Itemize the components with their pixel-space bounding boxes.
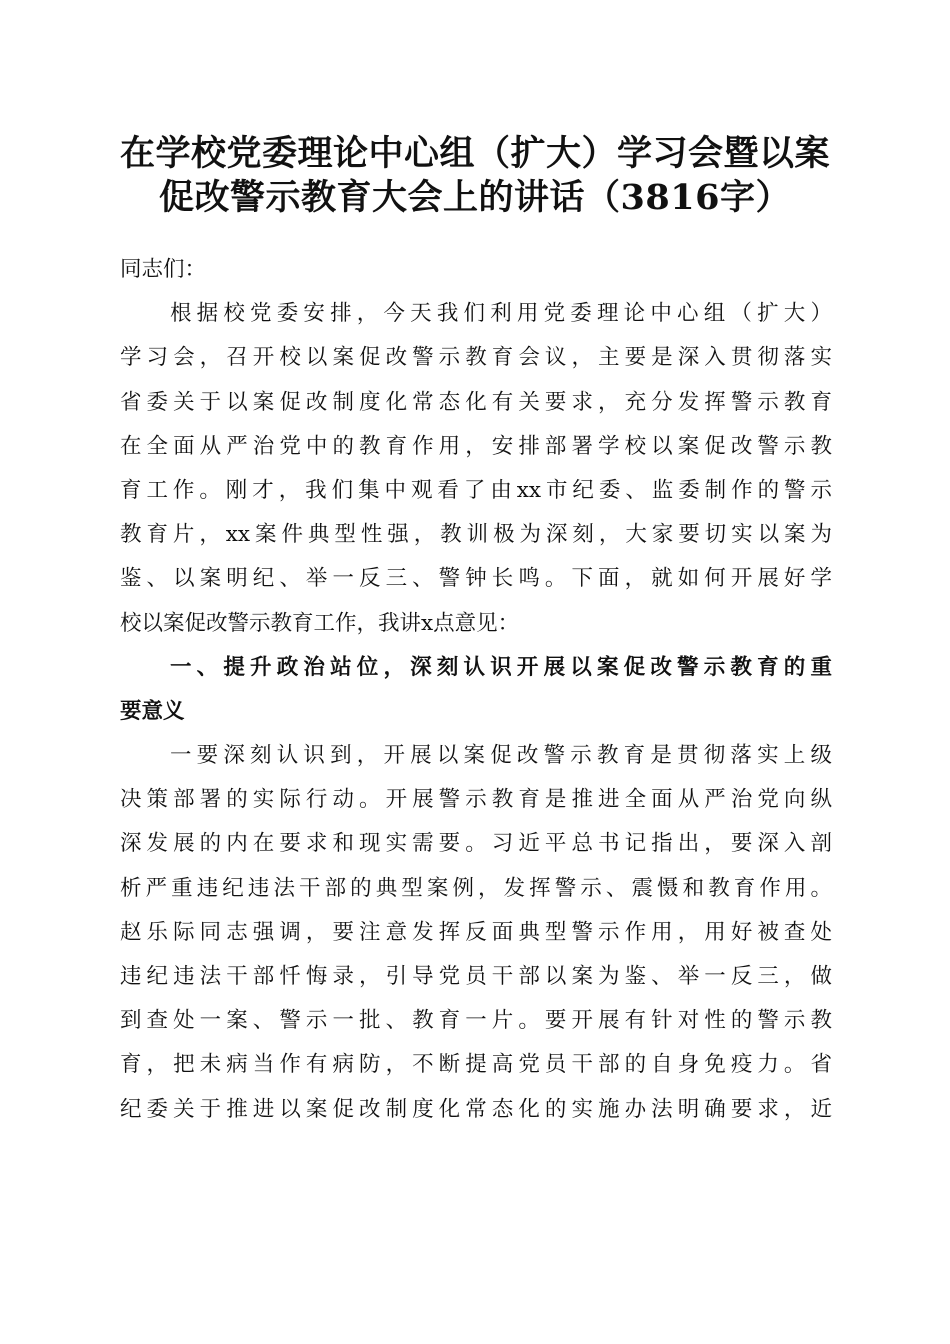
title-line-1: 在学校党委理论中心组（扩大）学习会暨以案 xyxy=(119,133,830,174)
paragraph-1 xyxy=(120,292,832,646)
document-title xyxy=(100,132,850,220)
paragraph-2-line: 决策部署的实际行动。开展警示教育是推进全面从严治党向纵 xyxy=(120,787,832,813)
paragraph-2-line: 育，把未病当作有病防，不断提高党员干部的自身免疫力。省 xyxy=(120,1052,832,1078)
paragraph-1-line: 省委关于以案促改制度化常态化有关要求，充分发挥警示教育 xyxy=(120,389,832,415)
paragraph-1-line: 校以案促改警示教育工作，我讲x点意见： xyxy=(120,610,520,636)
title-line-2: 促改警示教育大会上的讲话（3816字） xyxy=(159,177,791,218)
paragraph-2-line: 赵乐际同志强调，要注意发挥反面典型警示作用，用好被查处 xyxy=(120,919,832,945)
paragraph-1-line: 学习会，召开校以案促改警示教育会议，主要是深入贯彻落实 xyxy=(120,345,832,371)
paragraph-2-line: 纪委关于推进以案促改制度化常态化的实施办法明确要求，近 xyxy=(120,1096,832,1122)
document-body xyxy=(120,248,832,1132)
section-heading-1 xyxy=(120,646,832,734)
heading-line: 一、提升政治站位，深刻认识开展以案促改警示教育的重 xyxy=(170,654,832,680)
salutation: 同志们： xyxy=(120,257,207,282)
paragraph-2-line: 违纪违法干部忏悔录，引导党员干部以案为鉴、举一反三，做 xyxy=(120,964,832,989)
paragraph-2 xyxy=(120,734,832,1132)
paragraph-1-line: 鉴、以案明纪、举一反三、警钟长鸣。下面，就如何开展好学 xyxy=(120,566,832,592)
paragraph-2-line: 析严重违纪违法干部的典型案例，发挥警示、震慑和教育作用。 xyxy=(120,875,832,901)
paragraph-2-line: 到查处一案、警示一批、教育一片。要开展有针对性的警示教 xyxy=(120,1008,832,1034)
heading-line: 要意义 xyxy=(120,698,185,724)
paragraph-1-line: 育工作。刚才，我们集中观看了由xx市纪委、监委制作的警示 xyxy=(120,477,832,503)
paragraph-1-line: 教育片，xx案件典型性强，教训极为深刻，大家要切实以案为 xyxy=(120,522,832,548)
paragraph-1-line: 在全面从严治党中的教育作用，安排部署学校以案促改警示教 xyxy=(120,433,832,459)
paragraph-1-line: 根据校党委安排，今天我们利用党委理论中心组（扩大） xyxy=(170,301,832,327)
paragraph-2-line: 一要深刻认识到，开展以案促改警示教育是贯彻落实上级 xyxy=(170,743,832,769)
paragraph-2-line: 深发展的内在要求和现实需要。习近平总书记指出，要深入剖 xyxy=(120,831,832,857)
